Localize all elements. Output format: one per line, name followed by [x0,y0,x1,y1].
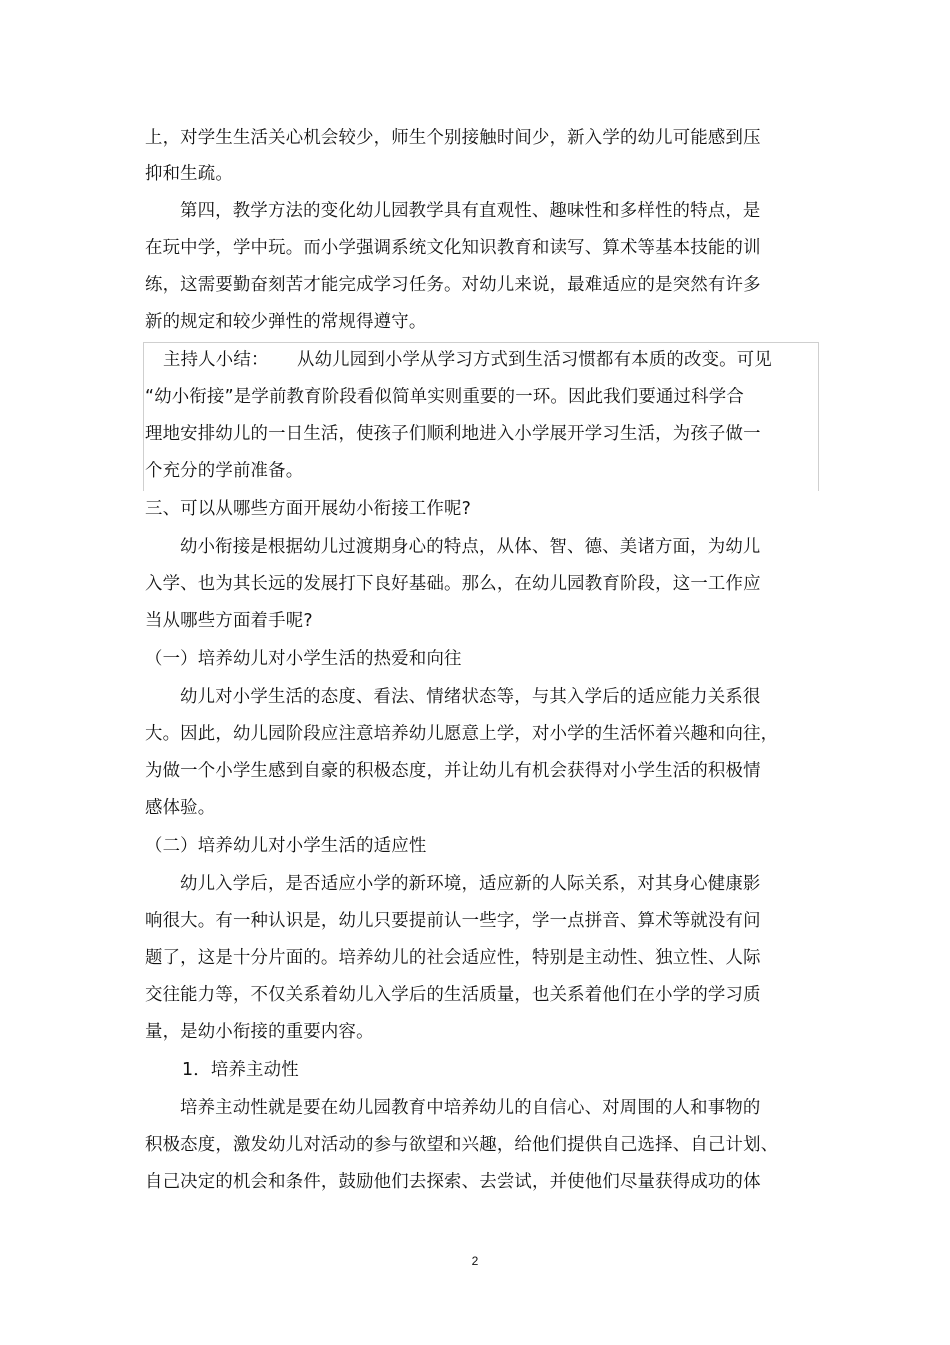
text-line: 从幼儿园到小学从学习方式到生活习惯都有本质的改变。可见 [297,350,772,370]
text-line: 响很大。有一种认识是，幼儿只要提前认一些字，学一点拼音、算术等就没有问 [145,911,761,931]
text-line: 感体验。 [145,798,216,818]
summary-label: 主持人小结： [163,350,269,370]
text-line: 量，是幼小衔接的重要内容。 [145,1022,374,1042]
text-line: “幼小衔接”是学前教育阶段看似简单实则重要的一环。因此我们要通过科学合 [145,387,744,407]
section-heading: 三、可以从哪些方面开展幼小衔接工作呢? [145,499,472,519]
text-line: 上，对学生生活关心机会较少，师生个别接触时间少，新入学的幼儿可能感到压 [145,128,761,148]
text-line: 入学、也为其长远的发展打下良好基础。那么，在幼儿园教育阶段，这一工作应 [145,574,761,594]
text-line: 练，这需要勤奋刻苦才能完成学习任务。对幼儿来说，最难适应的是突然有许多 [145,275,761,295]
text-line: 抑和生疏。 [145,164,233,184]
text-line: 在玩中学，学中玩。而小学强调系统文化知识教育和读写、算术等基本技能的训 [145,238,761,258]
text-line: 当从哪些方面着手呢? [145,611,313,631]
text-line: 幼儿对小学生活的态度、看法、情绪状态等，与其入学后的适应能力关系很 [180,687,761,707]
text-line: 幼小衔接是根据幼儿过渡期身心的特点，从体、智、德、美诸方面，为幼儿 [180,537,761,557]
subsection-heading: （一）培养幼儿对小学生活的热爱和向往 [145,649,462,669]
text-line: 自己决定的机会和条件，鼓励他们去探索、去尝试，并使他们尽量获得成功的体 [145,1172,761,1192]
text-line: 幼儿入学后，是否适应小学的新环境，适应新的人际关系，对其身心健康影 [180,874,761,894]
text-line: 题了，这是十分片面的。培养幼儿的社会适应性，特别是主动性、独立性、人际 [145,948,761,968]
page-number: 2 [471,1254,479,1268]
text-line: 理地安排幼儿的一日生活，使孩子们顺利地进入小学展开学习生活，为孩子做一 [145,424,761,444]
subsection-heading: （二）培养幼儿对小学生活的适应性 [145,836,427,856]
text-line: 培养主动性就是要在幼儿园教育中培养幼儿的自信心、对周围的人和事物的 [180,1098,761,1118]
text-line: 第四，教学方法的变化幼儿园教学具有直观性、趣味性和多样性的特点，是 [180,201,761,221]
text-line: 个充分的学前准备。 [145,461,304,481]
text-line: 大。因此，幼儿园阶段应注意培养幼儿愿意上学，对小学的生活怀着兴趣和向往， [145,724,779,744]
text-line: 为做一个小学生感到自豪的积极态度，并让幼儿有机会获得对小学生活的积极情 [145,761,761,781]
text-line: 积极态度，激发幼儿对活动的参与欲望和兴趣，给他们提供自己选择、自己计划、 [145,1135,779,1155]
text-line: 交往能力等，不仅关系着幼儿入学后的生活质量，也关系着他们在小学的学习质 [145,985,761,1005]
numbered-heading: 1．培养主动性 [182,1060,299,1080]
text-line: 新的规定和较少弹性的常规得遵守。 [145,312,427,332]
